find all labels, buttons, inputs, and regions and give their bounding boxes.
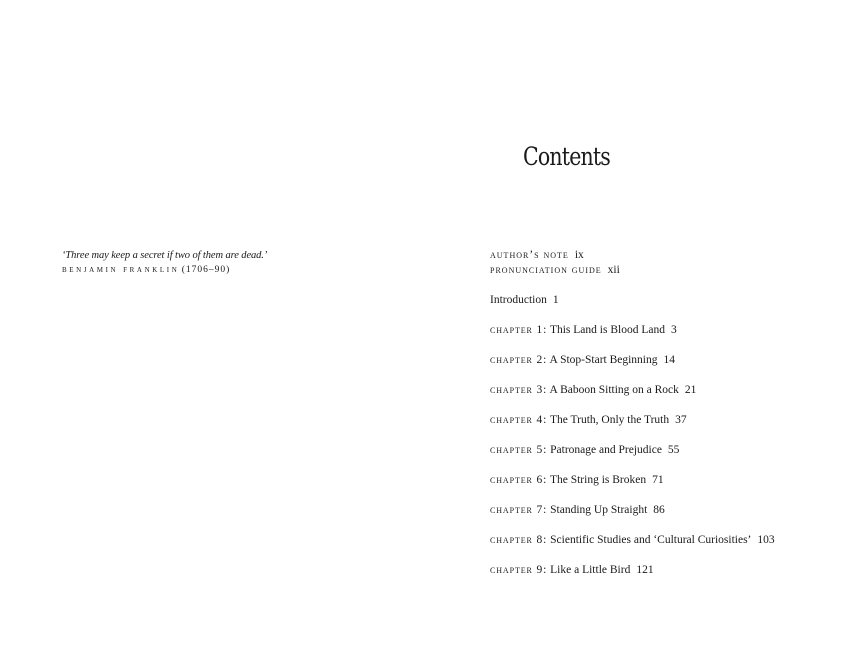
toc-chapter-prefix: chapter 3:	[490, 384, 548, 396]
toc-chapter-prefix: chapter 9:	[490, 564, 548, 576]
epigraph-attribution	[62, 263, 267, 277]
toc-entry-authors-note[interactable]	[490, 248, 775, 263]
toc-entry-pronunciation-guide[interactable]	[490, 263, 775, 278]
toc-chapter-title: A Baboon Sitting on a Rock	[549, 384, 679, 396]
toc-page-number: 1	[552, 294, 559, 306]
toc-chapter-title: A Stop-Start Beginning	[549, 354, 658, 366]
toc-chapter-title: Patronage and Prejudice	[550, 444, 662, 456]
toc-page-number: 86	[653, 504, 665, 516]
toc-chapter-title: The String is Broken	[549, 474, 647, 486]
toc-entry-chapter-7[interactable]	[490, 503, 775, 518]
toc-entry-chapter-8[interactable]	[490, 533, 775, 548]
right-page	[434, 0, 868, 664]
toc-page-number: 3	[670, 324, 677, 336]
toc-entry-chapter-6[interactable]	[490, 473, 775, 488]
toc-page-number: 14	[663, 354, 676, 366]
toc-page-number: 21	[684, 384, 697, 396]
toc-chapter-prefix: chapter 2:	[490, 354, 548, 366]
toc-page-number: 121	[636, 564, 654, 576]
toc-chapter-prefix: chapter 4:	[490, 414, 548, 426]
toc-entry-label: author’s note	[490, 249, 569, 261]
epigraph-dates: (1706–90)	[181, 265, 231, 275]
toc-page-number: 55	[667, 444, 680, 456]
toc-entry-introduction[interactable]	[490, 293, 775, 308]
toc-page-number: xii	[607, 264, 620, 276]
toc-page-number: 103	[757, 534, 775, 546]
toc-chapter-title: Scientific Studies and ‘Cultural Curiosities’	[550, 534, 752, 546]
toc-entry-chapter-2[interactable]	[490, 353, 775, 368]
epigraph-quote: ‘Three may keep a secret if two of them are dead.’	[62, 250, 268, 261]
toc-entry-chapter-9[interactable]	[490, 563, 775, 578]
toc-chapter-prefix: chapter 1:	[490, 324, 548, 336]
epigraph-author: benjamin franklin	[62, 265, 180, 275]
toc-chapter-prefix: chapter 8:	[490, 534, 548, 546]
toc-chapter-title: The Truth, Only the Truth	[549, 414, 670, 426]
toc-chapter-title: This Land is Blood Land	[549, 324, 665, 336]
toc-chapter-title: Standing Up Straight	[550, 504, 648, 516]
toc-entry-label: Introduction	[490, 294, 547, 306]
toc-chapter-prefix: chapter 7:	[490, 504, 548, 516]
toc-entry-chapter-5[interactable]	[490, 443, 775, 458]
epigraph	[62, 249, 267, 277]
table-of-contents	[490, 248, 775, 578]
toc-entry-chapter-1[interactable]	[490, 323, 775, 338]
toc-page-number: 71	[652, 474, 664, 486]
toc-chapter-title: Like a Little Bird	[550, 564, 631, 576]
toc-entry-chapter-3[interactable]	[490, 383, 775, 398]
toc-chapter-prefix: chapter 5:	[490, 444, 548, 456]
toc-page-number: ix	[574, 249, 584, 261]
toc-entry-label: pronunciation guide	[490, 264, 602, 276]
toc-page-number: 37	[675, 414, 687, 426]
contents-title: Contents	[523, 142, 611, 171]
toc-chapter-prefix: chapter 6:	[490, 474, 548, 486]
toc-entry-chapter-4[interactable]	[490, 413, 775, 428]
